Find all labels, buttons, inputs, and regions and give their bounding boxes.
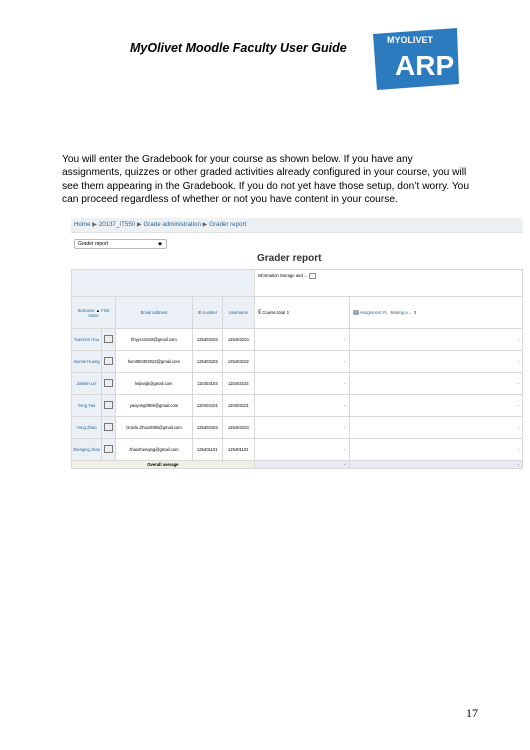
table-row	[72, 439, 523, 461]
page-heading: Grader report	[257, 253, 322, 264]
sort-asc-icon[interactable]: ▲	[95, 307, 100, 313]
student-id: 125401101	[192, 439, 222, 461]
table-row	[72, 417, 523, 439]
select-arrow-icon: ◆	[158, 241, 162, 247]
user-report-icon[interactable]	[104, 445, 113, 453]
course-total-label: Course total	[262, 310, 285, 315]
id-number-header[interactable]: ID number	[192, 297, 222, 329]
course-total-cell: -	[254, 395, 349, 417]
assignment-grade-cell: -	[349, 373, 523, 395]
category-header-label: Information Storage and ...	[257, 273, 308, 279]
assignment-grade-cell: -	[349, 417, 523, 439]
sort-icon[interactable]: ⇕	[413, 309, 417, 315]
user-report-icon[interactable]	[104, 401, 113, 409]
page-header-title: MyOlivet Moodle Faculty User Guide	[130, 41, 347, 55]
category-header	[254, 270, 522, 297]
myolivet-arp-logo	[367, 28, 463, 90]
assignment-grade-cell: -	[349, 395, 523, 417]
breadcrumb-home[interactable]: Home	[74, 221, 91, 228]
logo-small-text: MYOLIVET	[387, 35, 434, 45]
assignment-header[interactable]	[349, 297, 523, 329]
report-icon-cell[interactable]	[101, 439, 115, 461]
firstname-sort-link[interactable]: First name	[88, 307, 110, 318]
assignment-icon	[353, 310, 359, 315]
user-report-icon[interactable]	[104, 357, 113, 365]
student-email: yaoyong0905@gmail.com	[115, 395, 192, 417]
sort-icon[interactable]: ⇕	[286, 310, 290, 315]
student-id: 120403101	[192, 395, 222, 417]
student-email: leijianjb@gmail.com	[115, 373, 192, 395]
overall-assignment-cell: -	[349, 461, 523, 469]
course-total-header[interactable]	[254, 297, 349, 329]
intro-paragraph: You will enter the Gradebook for your course as shown below. If you have any assignments, quizzes or other graded activities already configured in your course, you will see them appearing in the Gradebook. If you do not yet have those setup, don’t worry. You can proceed regardless of whether or not you have content in your course.	[62, 154, 470, 205]
student-id: 125403104	[192, 329, 222, 351]
report-icon-cell[interactable]	[101, 395, 115, 417]
breadcrumb-course[interactable]: 20137_IT550	[98, 221, 136, 228]
student-email: hhyycc0418@gmail.com	[115, 329, 192, 351]
student-name[interactable]: Yuechen Hou	[72, 329, 102, 351]
view-select-value: Grader report	[78, 241, 109, 247]
user-report-icon[interactable]	[104, 379, 113, 387]
breadcrumb-separator: ▶	[202, 221, 208, 228]
student-id: 125403103	[192, 417, 222, 439]
overall-total-cell: -	[254, 461, 349, 469]
breadcrumb-separator: ▶	[136, 221, 142, 228]
student-name[interactable]: Jianbin Lei	[72, 373, 102, 395]
breadcrumb-grader-report[interactable]: Grader report	[209, 221, 247, 228]
breadcrumb-separator: ▶	[92, 221, 98, 228]
course-total-cell: -	[254, 417, 349, 439]
student-username: 125403103	[222, 417, 254, 439]
report-icon-cell[interactable]	[101, 373, 115, 395]
grader-report-screenshot	[71, 218, 523, 476]
course-total-cell: -	[254, 351, 349, 373]
course-total-cell: -	[254, 373, 349, 395]
student-name[interactable]: Yong Yao	[72, 395, 102, 417]
student-name[interactable]: zhenqing zhao	[72, 439, 102, 461]
formula-icon: x̄	[257, 309, 262, 316]
student-email: hxm050302022@gmail.com	[115, 351, 192, 373]
student-name[interactable]: Xiumei Huang	[72, 351, 102, 373]
table-row	[72, 351, 523, 373]
student-username: 125403104	[222, 329, 254, 351]
table-row	[72, 395, 523, 417]
table-row	[72, 329, 523, 351]
name-header	[72, 297, 116, 329]
logo-big-text: ARP	[395, 50, 455, 81]
report-icon-cell[interactable]	[101, 329, 115, 351]
table-row	[72, 373, 523, 395]
report-icon-cell[interactable]	[101, 417, 115, 439]
header-spacer	[72, 270, 255, 297]
breadcrumb	[74, 221, 246, 228]
assignment-grade-cell: -	[349, 351, 523, 373]
grader-table	[71, 269, 523, 469]
assignment-label: Assignment #1 . Making a ...	[359, 309, 413, 315]
breadcrumb-grade-administration[interactable]: Grade administration	[143, 221, 201, 228]
username-header[interactable]: Username	[222, 297, 254, 329]
course-total-cell: -	[254, 439, 349, 461]
overall-average-row	[72, 461, 523, 469]
student-username: 125401101	[222, 439, 254, 461]
assignment-grade-cell: -	[349, 329, 523, 351]
student-username: 120403101	[222, 395, 254, 417]
view-select[interactable]	[74, 239, 167, 249]
category-toggle-icon[interactable]: −	[309, 273, 316, 279]
student-email: zhaozhenqing@gmail.com	[115, 439, 192, 461]
assignment-grade-cell: -	[349, 439, 523, 461]
report-icon-cell[interactable]	[101, 351, 115, 373]
surname-sort-link[interactable]: Surname	[77, 307, 95, 313]
user-report-icon[interactable]	[104, 335, 113, 343]
page-number: 17	[466, 706, 478, 720]
course-total-cell: -	[254, 329, 349, 351]
overall-average-label: Overall average	[72, 461, 255, 469]
email-header[interactable]: Email address	[115, 297, 192, 329]
student-email: Oracle.Zhao2008@gmail.com	[115, 417, 192, 439]
student-username: 125403102	[222, 351, 254, 373]
user-report-icon[interactable]	[104, 423, 113, 431]
student-username: 115403103	[222, 373, 254, 395]
student-id: 125403102	[192, 351, 222, 373]
student-id: 115403103	[192, 373, 222, 395]
student-name[interactable]: Yong Zhao	[72, 417, 102, 439]
